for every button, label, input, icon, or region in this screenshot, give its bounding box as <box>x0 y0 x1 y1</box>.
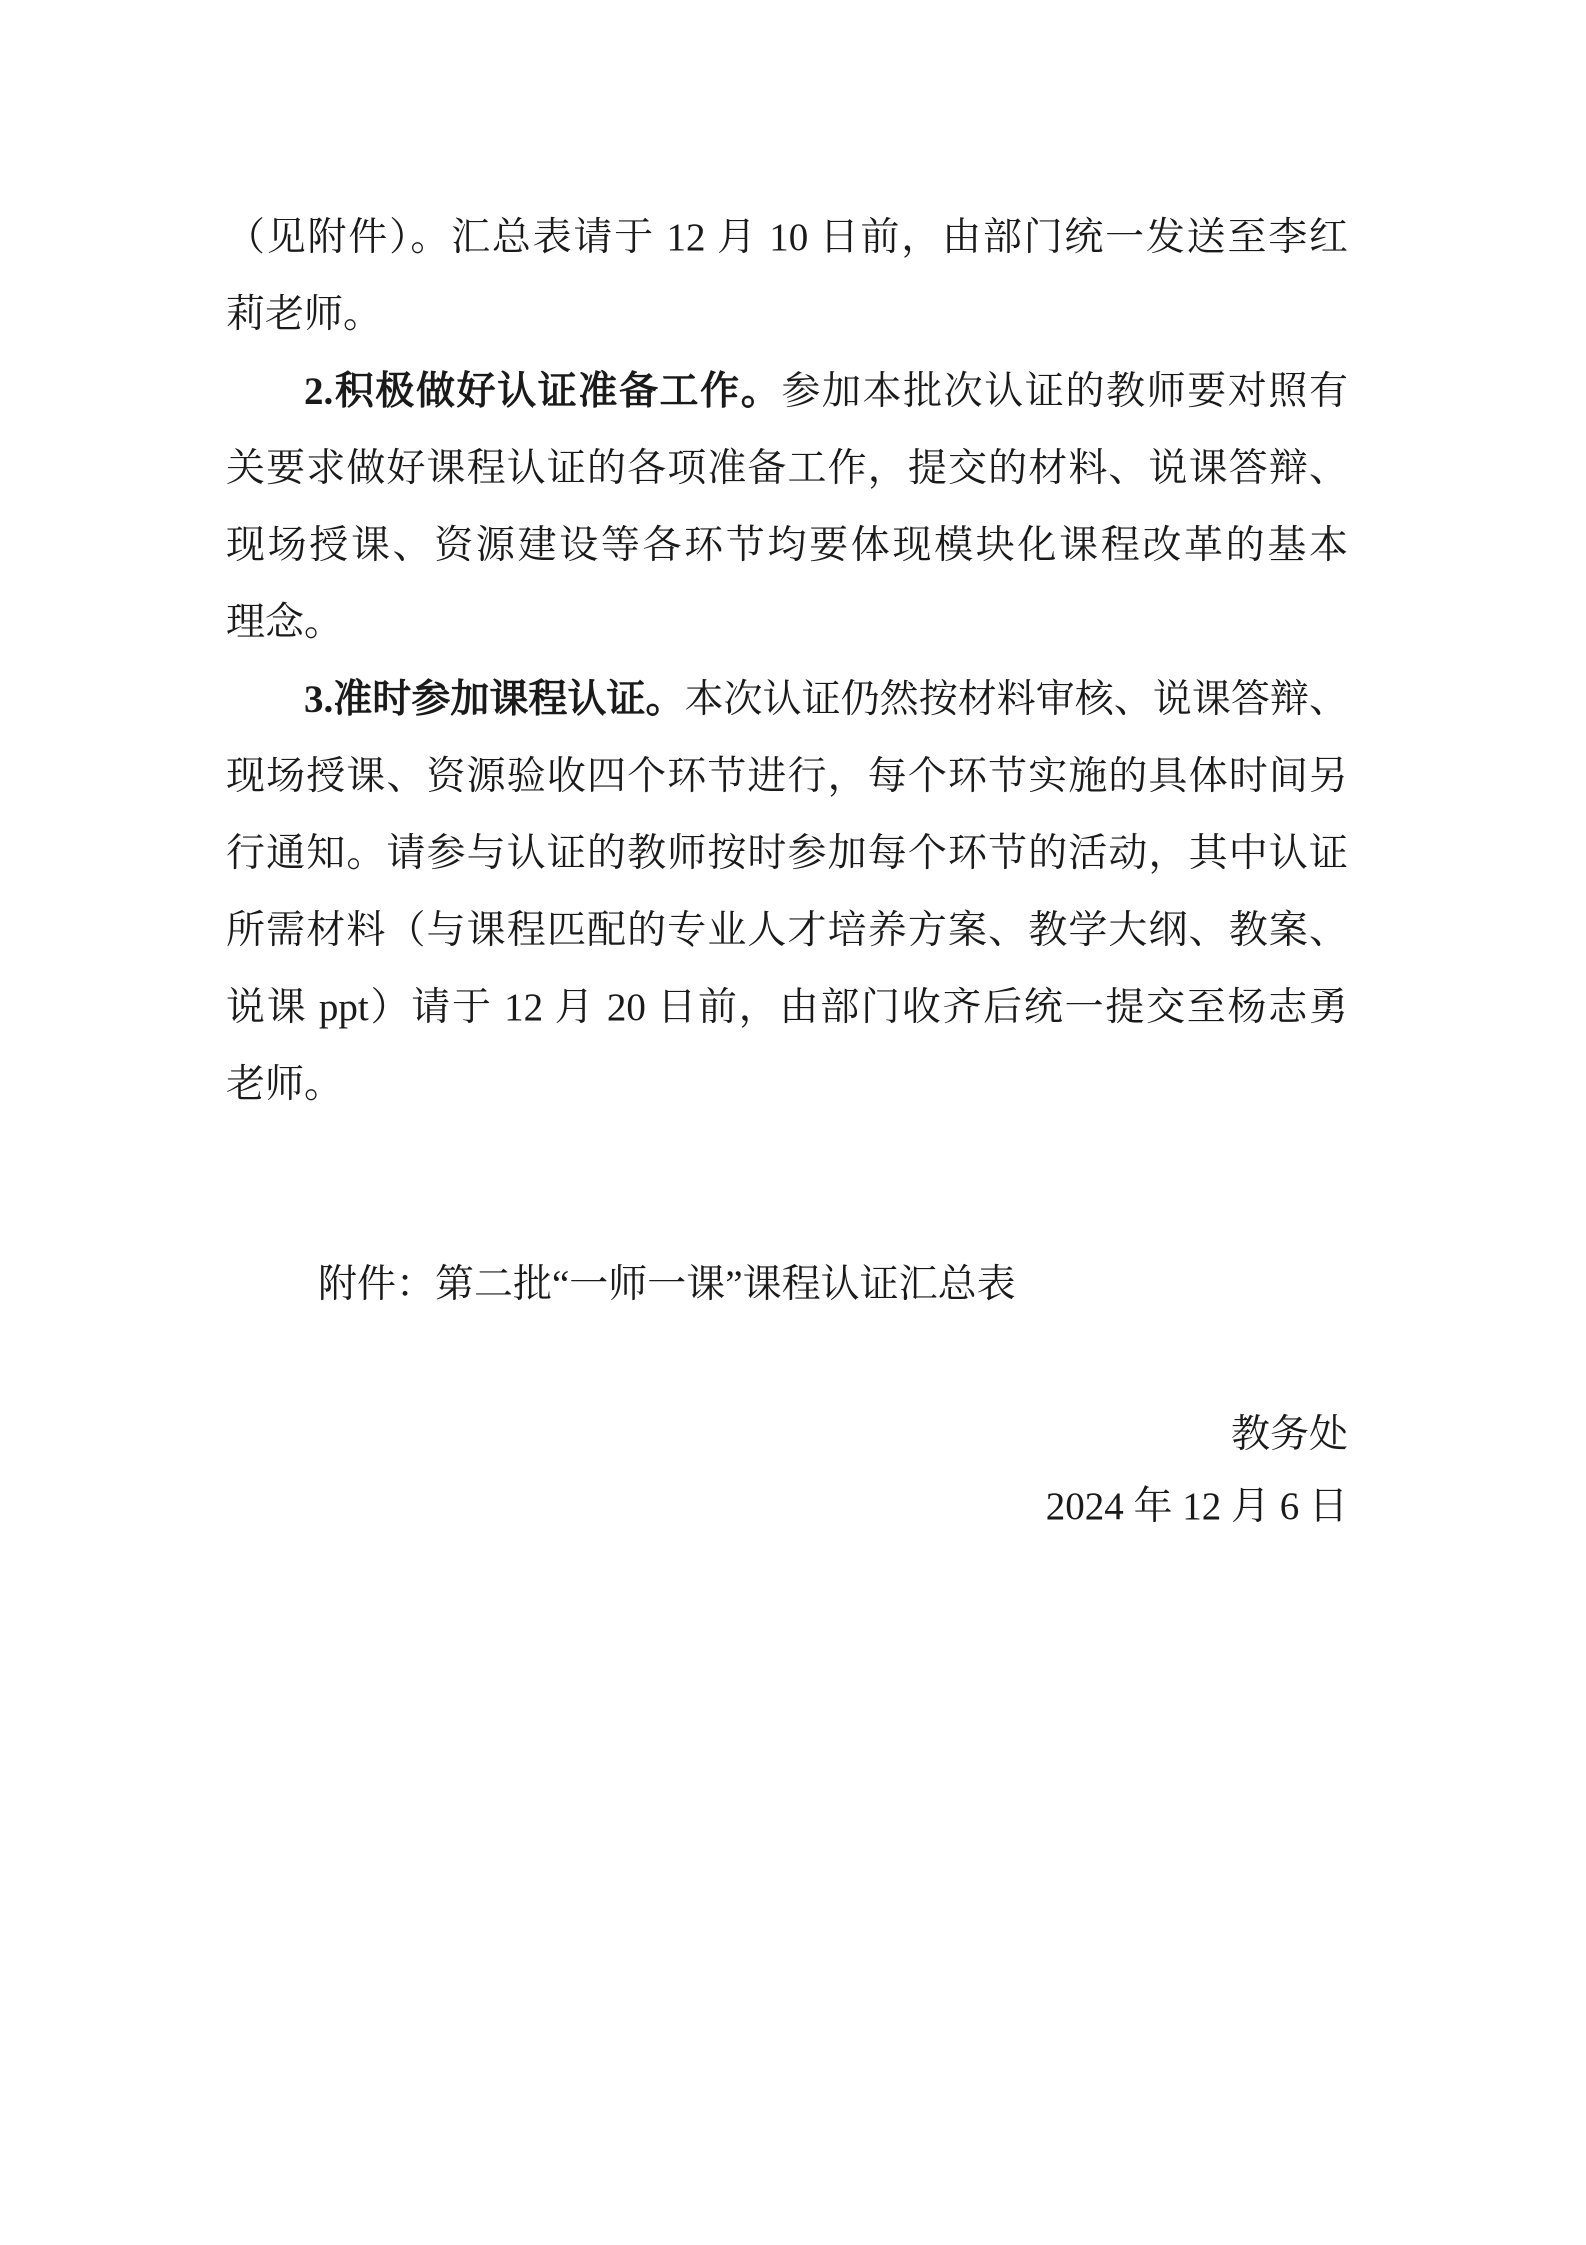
item2-body-text: 参加本批次认证的教师要对照有 <box>781 370 1348 413</box>
body-line: 现场授课、资源验收四个环节进行，每个环节实施的具体时间另 <box>226 755 1348 798</box>
signature-org: 教务处 <box>1230 1413 1348 1456</box>
body-line: （见附件）。汇总表请于 12 月 10 日前，由部门统一发送至李红 <box>226 216 1348 259</box>
item2-lead-text: 2.积极做好认证准备工作。 <box>304 370 782 413</box>
body-line: 关要求做好课程认证的各项准备工作，提交的材料、说课答辩、 <box>226 447 1348 490</box>
signature-date-section <box>226 1468 1348 1545</box>
attachment-section <box>226 1246 1348 1323</box>
item3-lead-text: 3.准时参加课程认证。 <box>304 678 685 721</box>
body-line: 老师。 <box>226 1063 344 1106</box>
body-line <box>226 353 1348 430</box>
body-line: 所需材料（与课程匹配的专业人才培养方案、教学大纲、教案、 <box>226 909 1348 952</box>
body-line <box>226 661 1348 738</box>
signature-section <box>226 1396 1348 1473</box>
item3-body-text: 本次认证仍然按材料审核、说课答辩、 <box>684 678 1348 721</box>
body-line: 莉老师。 <box>226 293 383 336</box>
body-line: 说课 ppt）请于 12 月 20 日前，由部门收齐后统一提交至杨志勇 <box>226 986 1348 1029</box>
signature-date: 2024 年 12 月 6 日 <box>1045 1485 1348 1528</box>
body-line: 理念。 <box>226 601 344 644</box>
attachment-line: 附件：第二批“一师一课”课程认证汇总表 <box>318 1263 1016 1306</box>
document-body <box>226 199 1348 1123</box>
body-line: 现场授课、资源建设等各环节均要体现模块化课程改革的基本 <box>226 524 1348 567</box>
body-line: 行通知。请参与认证的教师按时参加每个环节的活动，其中认证 <box>226 832 1348 875</box>
